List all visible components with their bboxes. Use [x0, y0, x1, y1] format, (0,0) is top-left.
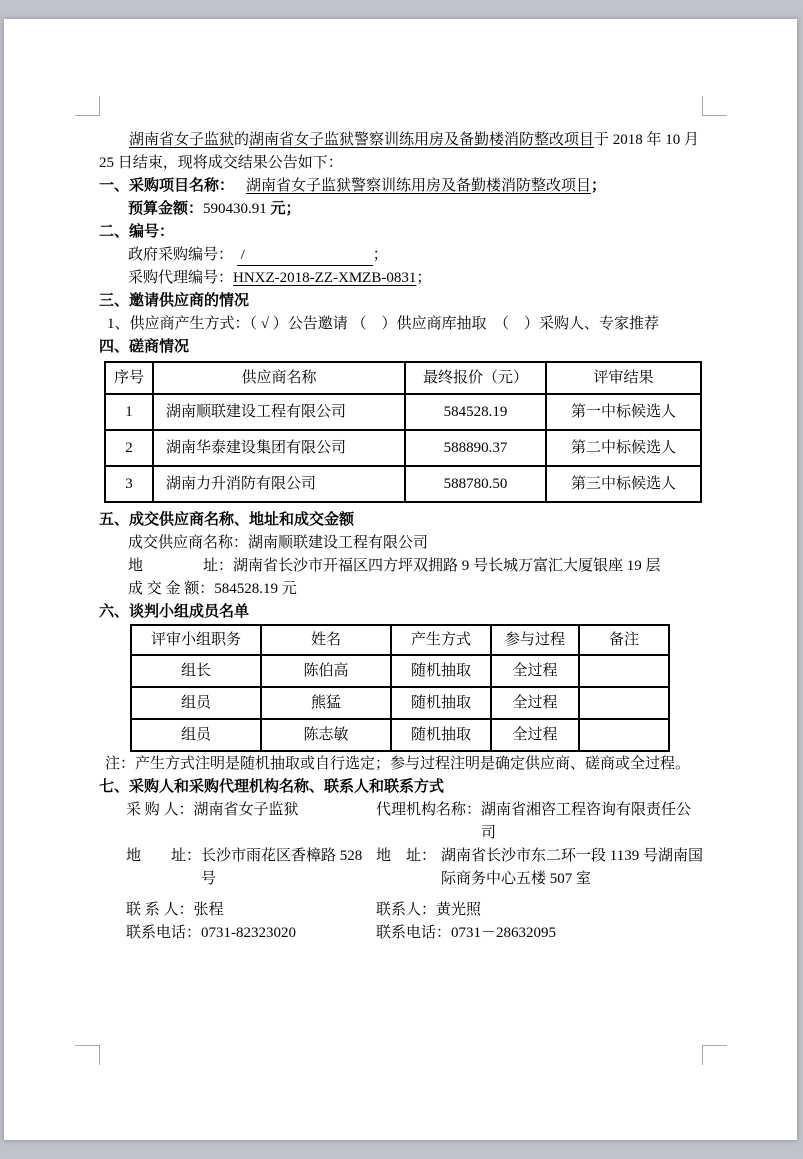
cell-supplier: 湖南顺联建设工程有限公司: [153, 394, 405, 430]
margin-crop-mark-bottom-left: [75, 1045, 100, 1065]
section-1-semicolon: ；: [591, 178, 607, 194]
gov-number-label: 政府采购编号：: [128, 247, 237, 263]
budget-unit: 元；: [270, 201, 301, 217]
cell-index: 2: [105, 430, 153, 466]
panel-members-table: [130, 624, 670, 752]
gov-number-blank: [237, 246, 373, 266]
cell-method: 随机抽取: [391, 719, 491, 751]
section-2-title-line: [99, 221, 703, 244]
gov-number-value: /: [240, 247, 245, 263]
table-row: [105, 466, 701, 502]
table-row: [131, 687, 669, 719]
col-header-price: 最终报价（元）: [405, 362, 546, 394]
winner-address-value: 湖南省长沙市开福区四方坪双拥路 9 号长城万富汇大厦银座 19 层: [233, 558, 661, 574]
section-7-title-line: [99, 776, 703, 799]
cell-process: 全过程: [491, 655, 579, 687]
cell-price: 588780.50: [405, 466, 546, 502]
buyer-contact-label: 联 系 人：: [126, 902, 194, 918]
agency-number-semicolon: ；: [416, 270, 432, 286]
buyer-line: [99, 799, 376, 845]
table-note: 注：产生方式注明是随机抽取或自行选定；参与过程注明是确定供应商、磋商或全过程。: [105, 756, 691, 772]
intro-rest: 于 2018 年 10 月 25 日结束，现将成交结果公告如下：: [99, 132, 700, 171]
deal-amount-value: 584528.19 元: [214, 581, 297, 597]
table-row: [105, 430, 701, 466]
cell-price: 588890.37: [405, 430, 546, 466]
section-4-title: 四、磋商情况: [99, 339, 190, 355]
margin-crop-mark-top-right: [702, 96, 727, 116]
agency-number-value: HNXZ-2018-ZZ-XMZB-0831: [233, 270, 417, 286]
agency-value: 湖南省湘咨工程咨询有限责任公司: [481, 802, 692, 841]
agency-contact-label: 联系人：: [376, 902, 437, 918]
project-name-value: 湖南省女子监狱警察训练用房及备勤楼消防整改项目: [246, 178, 592, 194]
gov-number-line: [99, 244, 703, 267]
table-row: [131, 655, 669, 687]
winner-name-label: 成交供应商名称：: [128, 535, 249, 551]
winner-address-label: 地 址：: [128, 558, 234, 574]
section-5-title-line: [99, 509, 703, 532]
agency-address-label: 地 址：: [376, 848, 437, 864]
margin-crop-mark-top-left: [75, 96, 100, 116]
supplier-method-line: 1、供应商产生方式：（ √ ）公告邀请 （ ）供应商库抽取 （ ）采购人、专家推荐: [107, 316, 659, 332]
contact-row-3: [99, 899, 703, 922]
buyer-address-value: 长沙市雨花区香樟路 528 号: [201, 848, 363, 887]
cell-result: 第一中标候选人: [546, 394, 701, 430]
table-header-row: [105, 362, 701, 394]
cell-result: 第三中标候选人: [546, 466, 701, 502]
section-1-title: 一、采购项目名称：: [99, 178, 235, 194]
winner-name-line: [99, 532, 703, 555]
contact-row-4: [99, 922, 703, 945]
buyer-label: 采 购 人：: [126, 802, 194, 818]
cell-role: 组员: [131, 719, 261, 751]
agency-contact-line: [376, 899, 703, 922]
budget-line: [99, 198, 703, 221]
table-row: [131, 719, 669, 751]
cell-supplier: 湖南力升消防有限公司: [153, 466, 405, 502]
col-header-index: 序号: [105, 362, 153, 394]
winner-name-value: 湖南顺联建设工程有限公司: [248, 535, 429, 551]
budget-label: 预算金额：: [128, 201, 204, 217]
agency-phone-line: [376, 922, 703, 945]
col-header-name: 姓名: [261, 625, 391, 655]
section-2-title: 二、编号：: [99, 224, 175, 240]
agency-address-line: [376, 845, 703, 891]
document-page: [4, 19, 797, 1140]
cell-process: 全过程: [491, 687, 579, 719]
project-name: 湖南省女子监狱警察训练用房及备勤楼消防整改项目: [249, 132, 595, 148]
col-header-role: 评审小组职务: [131, 625, 261, 655]
contact-row-1: [99, 799, 703, 845]
intro-connector: 的: [234, 132, 250, 148]
purchaser-name: 湖南省女子监狱: [129, 132, 235, 148]
buyer-phone-value: 0731-82323020: [201, 925, 297, 941]
table-header-row: [131, 625, 669, 655]
cell-method: 随机抽取: [391, 687, 491, 719]
section-6-title-line: [99, 601, 703, 624]
cell-index: 1: [105, 394, 153, 430]
buyer-address-label: 地 址：: [126, 848, 202, 864]
cell-remark: [579, 655, 669, 687]
agency-phone-label: 联系电话：: [376, 925, 452, 941]
section-5-title: 五、成交供应商名称、地址和成交金额: [99, 512, 355, 528]
margin-crop-mark-bottom-right: [702, 1045, 727, 1065]
cell-method: 随机抽取: [391, 655, 491, 687]
buyer-contact-value: 张程: [193, 902, 224, 918]
winner-address-line: [99, 555, 703, 578]
agency-number-label: 采购代理编号：: [128, 270, 234, 286]
section-7-title: 七、采购人和采购代理机构名称、联系人和联系方式: [99, 779, 445, 795]
intro-paragraph: [99, 129, 703, 175]
agency-number-line: [99, 267, 703, 290]
negotiation-result-table: [104, 361, 702, 503]
buyer-contact-line: [99, 899, 376, 922]
deal-amount-label: 成 交 金 额：: [128, 581, 215, 597]
deal-amount-line: [99, 578, 703, 601]
cell-index: 3: [105, 466, 153, 502]
cell-role: 组员: [131, 687, 261, 719]
section-1-title-line: [99, 175, 703, 198]
cell-role: 组长: [131, 655, 261, 687]
col-header-process: 参与过程: [491, 625, 579, 655]
section-6-title: 六、谈判小组成员名单: [99, 604, 250, 620]
agency-label: 代理机构名称：: [376, 802, 482, 818]
cell-process: 全过程: [491, 719, 579, 751]
col-header-remark: 备注: [579, 625, 669, 655]
document-content: [99, 115, 703, 945]
cell-name: 熊猛: [261, 687, 391, 719]
buyer-address-line: [99, 845, 376, 891]
cell-price: 584528.19: [405, 394, 546, 430]
section-3-title-line: [99, 290, 703, 313]
buyer-value: 湖南省女子监狱: [193, 802, 299, 818]
cell-name: 陈志敏: [261, 719, 391, 751]
agency-line: [376, 799, 703, 845]
cell-supplier: 湖南华泰建设集团有限公司: [153, 430, 405, 466]
buyer-phone-label: 联系电话：: [126, 925, 202, 941]
agency-phone-value: 0731－28632095: [451, 925, 557, 941]
cell-remark: [579, 719, 669, 751]
cell-result: 第二中标候选人: [546, 430, 701, 466]
col-header-supplier: 供应商名称: [153, 362, 405, 394]
table-row: [105, 394, 701, 430]
section-3-title: 三、邀请供应商的情况: [99, 293, 250, 309]
cell-remark: [579, 687, 669, 719]
col-header-method: 产生方式: [391, 625, 491, 655]
cell-name: 陈伯高: [261, 655, 391, 687]
buyer-phone-line: [99, 922, 376, 945]
budget-value: 590430.91: [203, 201, 271, 217]
agency-address-value: 湖南省长沙市东二环一段 1139 号湖南国际商务中心五楼 507 室: [441, 848, 703, 887]
col-header-result: 评审结果: [546, 362, 701, 394]
contact-row-2: [99, 845, 703, 891]
gov-number-semicolon: ；: [372, 247, 388, 263]
agency-contact-value: 黄光照: [436, 902, 482, 918]
section-4-title-line: [99, 336, 703, 359]
